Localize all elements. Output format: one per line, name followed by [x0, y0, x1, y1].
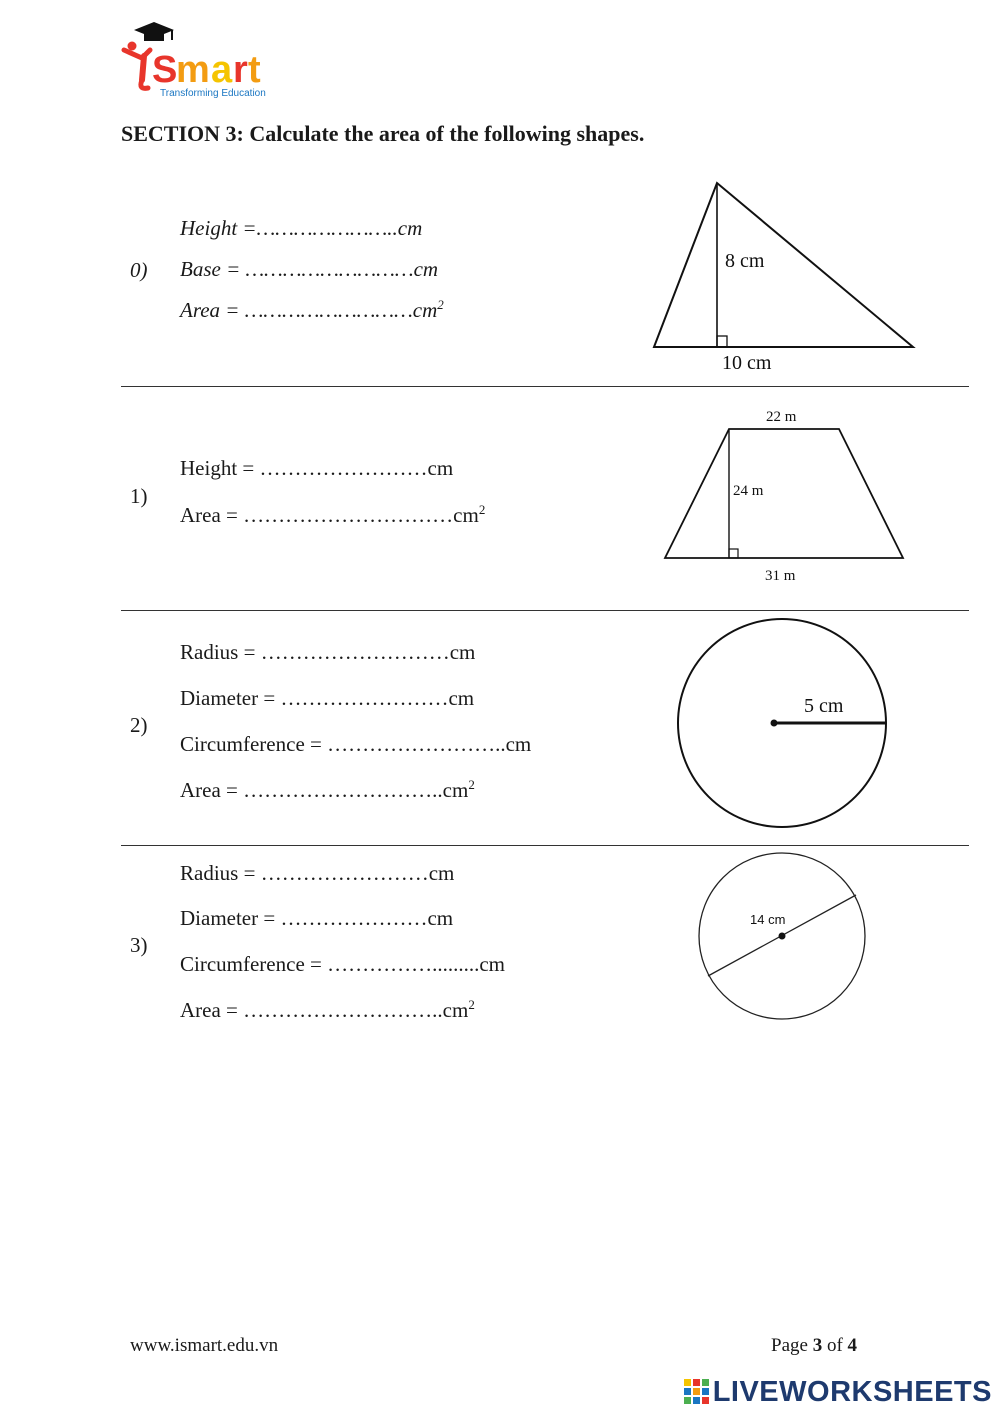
unit-label: cm — [412, 298, 438, 322]
unit-superscript: 2 — [437, 297, 444, 312]
svg-text:S: S — [152, 49, 178, 91]
answer-blank[interactable]: ……………………… — [244, 298, 413, 322]
line-label: Height = — [180, 216, 257, 240]
answer-blank[interactable]: ……………………… — [260, 640, 450, 664]
line-label: Base = — [180, 257, 246, 281]
page-prefix: Page — [771, 1335, 813, 1356]
section-title: SECTION 3: Calculate the area of the following shapes. — [121, 121, 645, 146]
answer-blank[interactable]: ……………………… — [245, 257, 414, 281]
line-label: Area = — [180, 998, 244, 1022]
unit-label: cm — [505, 732, 532, 756]
unit-label: cm — [442, 998, 469, 1022]
question-number: 2) — [130, 713, 148, 737]
answer-line-height[interactable] — [180, 456, 453, 481]
answer-blank[interactable]: ……………………….. — [243, 778, 443, 802]
answer-line-circumference[interactable] — [180, 952, 505, 977]
unit-superscript: 2 — [468, 997, 475, 1012]
triangle-height-label: 8 cm — [725, 250, 765, 272]
unit-label: cm — [479, 952, 506, 976]
unit-label: cm — [442, 778, 469, 802]
page-mid: of — [822, 1335, 848, 1356]
trapezoid-top-label: 22 m — [766, 409, 797, 425]
line-label: Circumference = — [180, 952, 328, 976]
page-current: 3 — [812, 1335, 823, 1356]
line-label: Area = — [180, 298, 245, 322]
trapezoid-height-label: 24 m — [733, 483, 764, 499]
trapezoid-base-label: 31 m — [765, 568, 796, 584]
unit-superscript: 2 — [468, 777, 475, 792]
ismart-logo — [120, 20, 270, 100]
svg-text:a: a — [211, 49, 233, 91]
answer-blank[interactable]: …………………… — [280, 686, 449, 710]
line-label: Circumference = — [180, 732, 328, 756]
circle-radius-label: 5 cm — [804, 695, 844, 717]
circle-radius-figure — [670, 615, 895, 835]
answer-line-area[interactable] — [180, 502, 485, 528]
page-total: 4 — [847, 1335, 858, 1356]
svg-text:m: m — [176, 49, 210, 91]
svg-text:t: t — [248, 49, 261, 91]
answer-blank[interactable]: ………………………… — [243, 503, 454, 527]
answer-blank[interactable]: ………………….. — [256, 216, 398, 240]
question-number: 1) — [130, 484, 148, 508]
liveworksheets-text: LIVEWORKSHEETS — [712, 1375, 992, 1408]
answer-blank[interactable]: …………………… — [259, 456, 428, 480]
liveworksheets-logo-icon — [684, 1379, 710, 1405]
answer-line-radius[interactable] — [180, 861, 454, 886]
unit-label: cm — [449, 640, 476, 664]
unit-label: cm — [453, 503, 479, 527]
footer-website: www.ismart.edu.vn — [130, 1335, 279, 1356]
answer-line-diameter[interactable] — [180, 686, 474, 711]
unit-label: cm — [427, 456, 454, 480]
answer-line-circumference[interactable] — [180, 732, 531, 757]
line-label: Area = — [180, 503, 244, 527]
line-label: Radius = — [180, 640, 261, 664]
line-label: Radius = — [180, 861, 261, 885]
trapezoid-figure — [655, 400, 915, 590]
answer-blank[interactable]: ………………… — [280, 906, 428, 930]
unit-superscript: 2 — [478, 502, 486, 517]
section-divider — [121, 610, 969, 611]
svg-text:Transforming Education: Transforming Education — [160, 88, 266, 99]
question-number: 3) — [130, 933, 148, 957]
liveworksheets-watermark — [684, 1376, 992, 1408]
circle-diameter-figure — [690, 848, 875, 1028]
line-label: Height = — [180, 456, 260, 480]
unit-label: cm — [427, 906, 454, 930]
section-divider — [121, 845, 969, 846]
line-label: Diameter = — [180, 686, 281, 710]
circle-diameter-label: 14 cm — [750, 912, 786, 927]
answer-line-radius[interactable] — [180, 640, 475, 665]
answer-line-base[interactable] — [180, 257, 438, 282]
answer-blank[interactable]: …………………….. — [327, 732, 506, 756]
ismart-logo-graphic — [120, 20, 270, 100]
unit-label: cm — [413, 257, 439, 281]
answer-line-height[interactable] — [180, 216, 422, 241]
unit-label: cm — [397, 216, 423, 240]
section-divider — [121, 386, 969, 387]
unit-label: cm — [448, 686, 475, 710]
answer-line-area[interactable] — [180, 997, 475, 1023]
line-label: Area = — [180, 778, 244, 802]
question-number: 0) — [130, 258, 148, 282]
answer-blank[interactable]: …………………… — [260, 861, 429, 885]
answer-line-area[interactable] — [180, 777, 475, 803]
answer-blank[interactable]: ……………......... — [327, 952, 480, 976]
footer-page-number — [771, 1335, 857, 1357]
unit-label: cm — [428, 861, 455, 885]
answer-line-area[interactable] — [180, 297, 444, 323]
line-label: Diameter = — [180, 906, 281, 930]
triangle-base-label: 10 cm — [722, 352, 772, 374]
triangle-figure — [640, 175, 940, 380]
svg-text:r: r — [233, 49, 248, 91]
answer-blank[interactable]: ……………………….. — [243, 998, 443, 1022]
answer-line-diameter[interactable] — [180, 906, 453, 931]
